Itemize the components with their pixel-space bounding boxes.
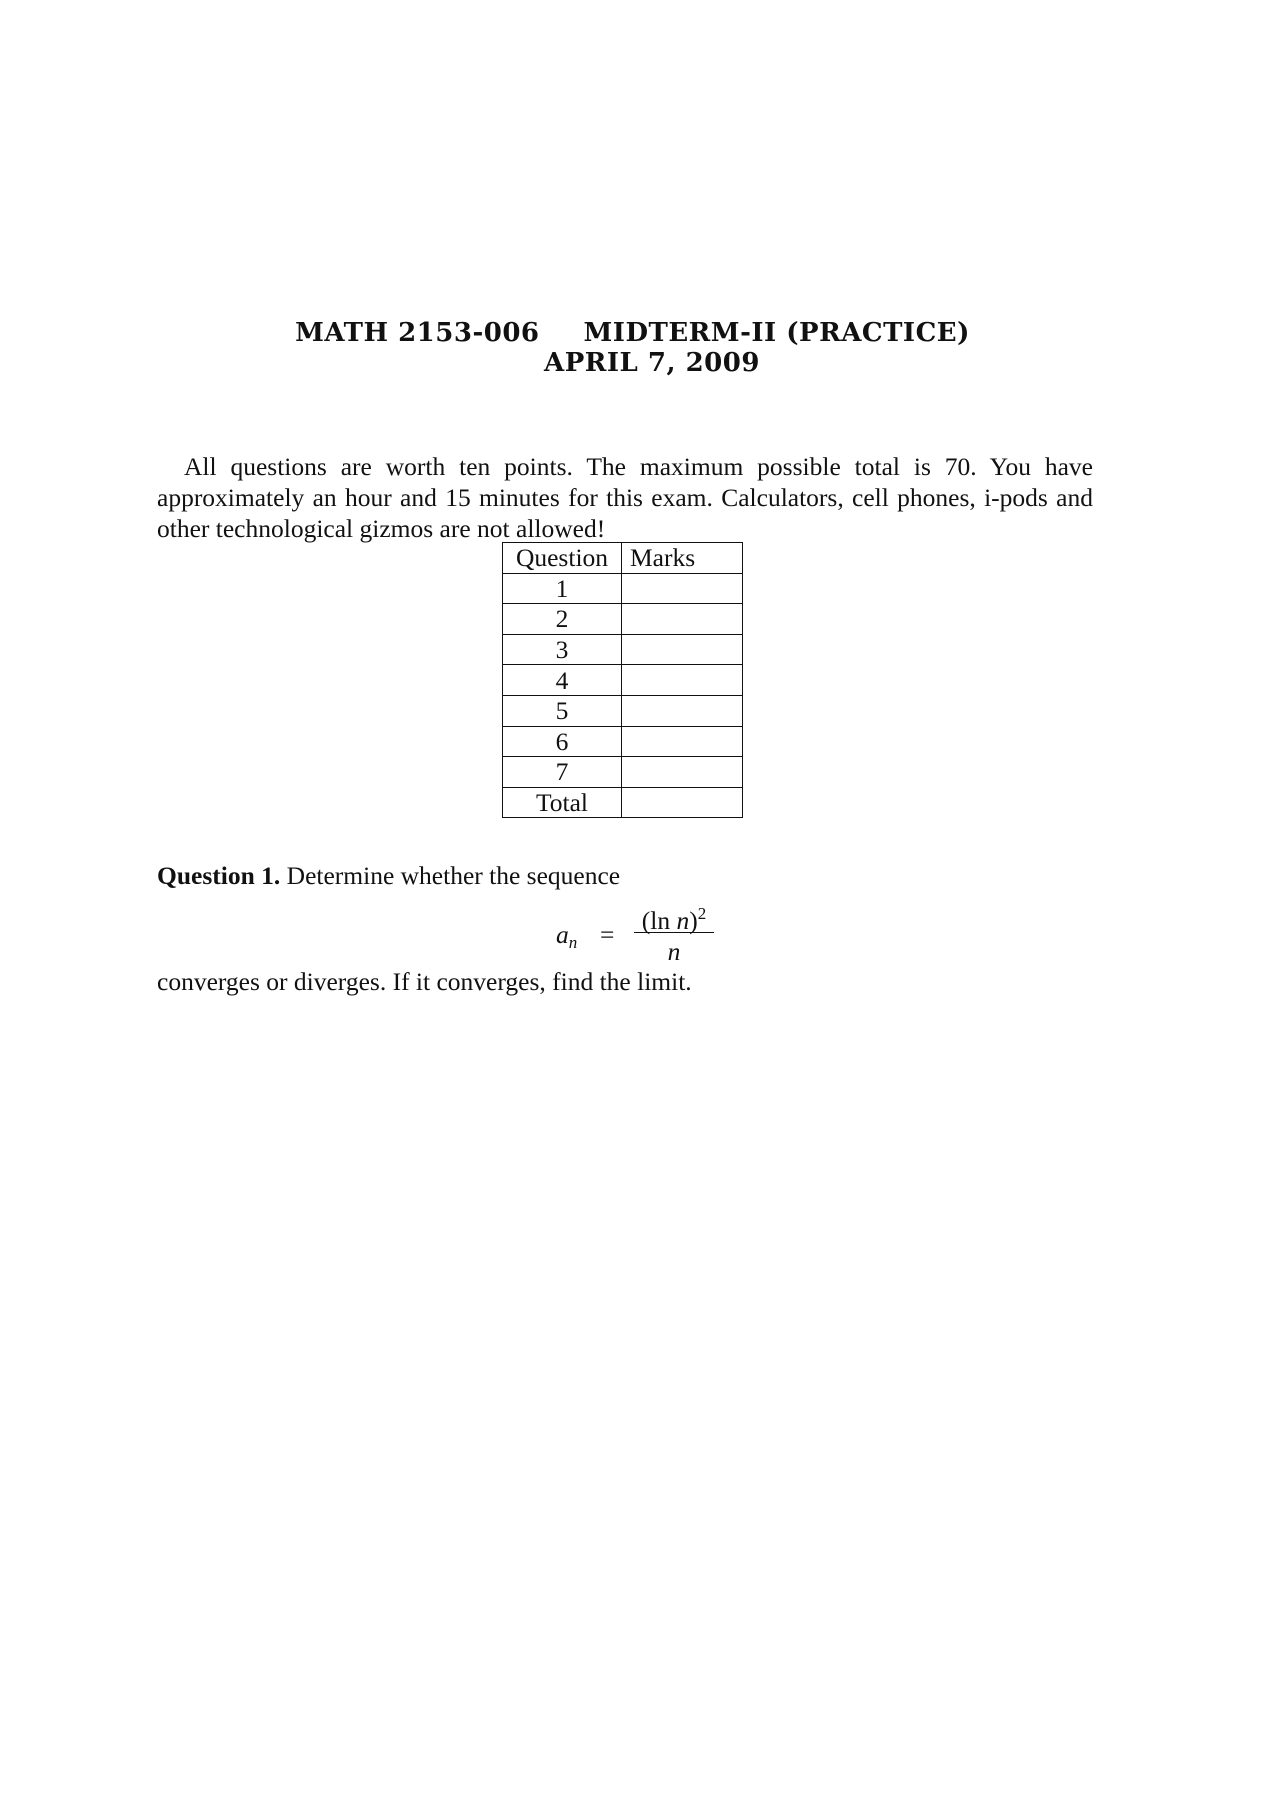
table-row — [503, 573, 743, 604]
numerator-open: (ln — [641, 906, 677, 935]
marks-cell — [622, 757, 743, 788]
instructions-paragraph: All questions are worth ten points. The maximum possible total is 70. You have approximately an hour and 15 minutes for this exam. Calculators, cell phones, i-pods and other technological gizmos are not allowed! — [157, 451, 1093, 543]
question-column-header: Question — [503, 543, 622, 574]
numerator-variable: n — [676, 906, 690, 935]
question-number-cell: 2 — [503, 604, 622, 635]
question-number-cell: 3 — [503, 634, 622, 665]
marks-cell — [622, 695, 743, 726]
table-row — [503, 665, 743, 696]
marks-cell — [622, 634, 743, 665]
table-row — [503, 695, 743, 726]
course-code: MATH 2153-006 — [295, 318, 540, 348]
formula-lhs-var: a — [556, 920, 569, 949]
exam-title: MIDTERM-II (PRACTICE) — [583, 318, 970, 348]
formula-lhs — [556, 920, 577, 953]
formula-fraction — [634, 898, 714, 967]
numerator-exponent: 2 — [697, 904, 707, 923]
question-number-cell: 7 — [503, 757, 622, 788]
exam-header-line1 — [0, 318, 1280, 348]
table-row — [503, 757, 743, 788]
exam-header-line2 — [0, 348, 1280, 378]
formula-lhs-subscript: n — [568, 933, 578, 952]
question-number-cell: 1 — [503, 573, 622, 604]
table-row — [503, 634, 743, 665]
marks-column-header: Marks — [622, 543, 743, 574]
marks-cell — [622, 665, 743, 696]
formula-numerator — [634, 898, 714, 935]
question-1-prompt: Determine whether the sequence — [286, 861, 621, 890]
formula-denominator: n — [667, 937, 681, 966]
marks-table-header-row — [503, 543, 743, 574]
formula-equals: = — [600, 920, 615, 949]
numerator-close: ) — [689, 906, 698, 935]
question-1-follow-text: converges or diverges. If it converges, find the limit. — [157, 967, 692, 996]
question-number-cell: 4 — [503, 665, 622, 696]
marks-cell — [622, 726, 743, 757]
marks-table — [502, 542, 743, 818]
exam-date: APRIL 7, 2009 — [544, 348, 760, 378]
total-marks-cell — [622, 787, 743, 818]
total-label-cell: Total — [503, 787, 622, 818]
question-1-label: Question 1. — [157, 861, 281, 890]
table-row — [503, 726, 743, 757]
table-row-total — [503, 787, 743, 818]
question-number-cell: 6 — [503, 726, 622, 757]
table-row — [503, 604, 743, 635]
marks-cell — [622, 573, 743, 604]
question-number-cell: 5 — [503, 695, 622, 726]
question-1 — [157, 860, 1093, 891]
marks-cell — [622, 604, 743, 635]
